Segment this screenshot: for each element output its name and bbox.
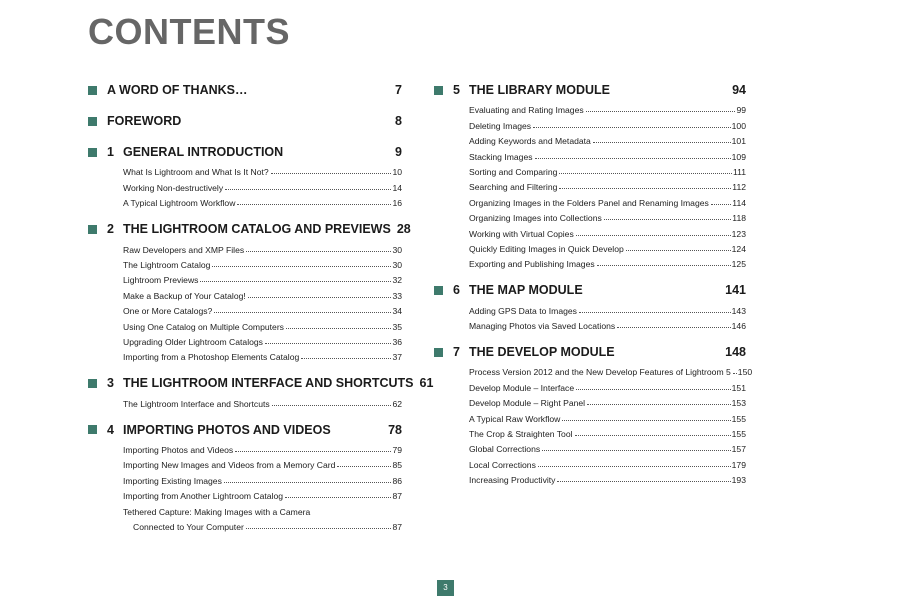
dot-leader <box>248 297 392 298</box>
toc-entry <box>88 301 402 316</box>
dot-leader <box>224 482 392 483</box>
chapter-bullet-icon <box>434 86 443 95</box>
chapter-title: IMPORTING PHOTOS AND VIDEOS <box>123 422 331 437</box>
entry-page: 193 <box>731 475 746 486</box>
chapter-bullet-icon <box>88 148 97 157</box>
entry-title: Importing from a Photoshop Elements Catalog <box>123 352 300 363</box>
chapter-page: 8 <box>395 114 402 128</box>
toc-entry <box>434 131 746 146</box>
toc-entry <box>434 162 746 177</box>
chapter-number: 2 <box>107 222 114 237</box>
toc-entry <box>88 393 402 408</box>
toc-entry <box>434 177 746 192</box>
page-number-badge: 3 <box>437 580 454 596</box>
entry-title: A Typical Raw Workflow <box>469 413 561 424</box>
entry-page: 153 <box>731 398 746 409</box>
chapter-page: 148 <box>725 345 746 360</box>
chapter-number: 1 <box>107 145 114 159</box>
toc-entry <box>88 177 402 192</box>
chapter-bullet-icon <box>88 225 97 234</box>
chapter-number: 4 <box>107 422 114 437</box>
dot-leader <box>237 204 391 205</box>
entry-title: Increasing Productivity <box>469 475 556 486</box>
page-title: CONTENTS <box>88 11 290 52</box>
entry-page: 62 <box>392 398 402 409</box>
dot-leader <box>200 281 391 282</box>
dot-leader <box>535 158 731 159</box>
chapter-bullet-icon <box>434 348 443 357</box>
entry-title: Organizing Images in the Folders Panel and Renaming Images <box>469 197 709 208</box>
dot-leader <box>562 420 730 421</box>
chapter-heading <box>88 420 402 440</box>
dot-leader <box>593 142 731 143</box>
chapter-page: 28 <box>396 222 411 237</box>
chapter-heading <box>88 142 402 162</box>
toc-entry <box>88 347 402 362</box>
entry-title: Adding Keywords and Metadata <box>469 136 591 147</box>
entry-page: 79 <box>392 445 402 456</box>
chapter-title: THE LIBRARY MODULE <box>469 83 610 97</box>
dot-leader <box>542 450 730 451</box>
toc-entry <box>434 377 746 392</box>
toc-entry <box>434 454 746 469</box>
toc-entry <box>434 223 746 238</box>
chapter-number: 7 <box>453 345 460 360</box>
chapter-page: 78 <box>388 422 402 437</box>
entry-title: Working with Virtual Copies <box>469 228 574 239</box>
entry-page: 99 <box>736 105 746 116</box>
toc-entry <box>88 316 402 331</box>
toc-entry <box>434 100 746 115</box>
toc-entry <box>434 393 746 408</box>
dot-leader <box>587 404 731 405</box>
entry-page: 30 <box>392 259 402 270</box>
chapter-heading <box>88 111 402 131</box>
toc-entry <box>88 162 402 177</box>
dot-leader <box>559 173 732 174</box>
entry-page: 16 <box>392 198 402 209</box>
dot-leader <box>538 466 731 467</box>
dot-leader <box>576 389 731 390</box>
entry-page: 87 <box>392 522 402 533</box>
toc-entry <box>434 208 746 223</box>
toc-entry <box>434 316 746 331</box>
chapter-bullet-icon <box>434 286 443 295</box>
entry-title: Local Corrections <box>469 459 536 470</box>
dot-leader <box>557 481 730 482</box>
chapter-page: 7 <box>395 83 402 97</box>
dot-leader <box>214 312 391 313</box>
dot-leader <box>285 497 391 498</box>
chapter-title: FOREWORD <box>107 114 182 128</box>
entry-page: 109 <box>731 151 746 162</box>
dot-leader <box>597 265 731 266</box>
dot-leader <box>617 327 730 328</box>
entry-page: 124 <box>731 243 746 254</box>
dot-leader <box>711 204 731 205</box>
chapter-heading <box>88 80 402 100</box>
entry-title: Stacking Images <box>469 151 533 162</box>
entry-page: 87 <box>392 491 402 502</box>
entry-title: Organizing Images into Collections <box>469 213 602 224</box>
dot-leader <box>586 111 736 112</box>
entry-title: Global Corrections <box>469 444 541 455</box>
entry-page: 34 <box>392 306 402 317</box>
entry-title: Connected to Your Computer <box>133 522 244 533</box>
chapter-page: 61 <box>419 376 434 391</box>
entry-title: Importing Photos and Videos <box>123 445 234 456</box>
toc-entry <box>88 501 402 516</box>
dot-leader <box>579 312 731 313</box>
chapter-title: THE MAP MODULE <box>469 283 583 298</box>
entry-page: 150 <box>737 367 753 378</box>
chapter-bullet-icon <box>88 86 97 95</box>
toc-entry <box>434 408 746 423</box>
toc-entry <box>434 439 746 454</box>
entry-title: One or More Catalogs? <box>123 306 213 317</box>
toc-entry <box>434 192 746 207</box>
toc-entry <box>434 362 753 378</box>
chapter-heading <box>434 80 746 100</box>
dot-leader <box>604 219 732 220</box>
entry-title: Deleting Images <box>469 120 532 131</box>
toc-entry <box>434 300 746 315</box>
entry-page: 37 <box>392 352 402 363</box>
entry-page: 118 <box>732 213 746 224</box>
entry-page: 14 <box>392 182 402 193</box>
entry-page: 155 <box>731 413 746 424</box>
chapter-bullet-icon <box>88 425 97 434</box>
entry-title: Evaluating and Rating Images <box>469 105 584 116</box>
chapter-heading <box>88 373 434 393</box>
dot-leader <box>272 405 392 406</box>
entry-title: Exporting and Publishing Images <box>469 259 595 270</box>
entry-page: 111 <box>732 166 746 177</box>
entry-title: The Lightroom Interface and Shortcuts <box>123 398 270 409</box>
entry-page: 146 <box>731 321 746 332</box>
entry-page: 100 <box>731 120 746 131</box>
entry-page: 155 <box>731 429 746 440</box>
entry-title: Sorting and Comparing <box>469 166 558 177</box>
dot-leader <box>575 435 731 436</box>
chapter-number: 5 <box>453 83 460 97</box>
toc-entry <box>88 332 402 347</box>
chapter-heading <box>434 280 746 300</box>
chapter-page: 141 <box>725 283 746 298</box>
entry-title: Make a Backup of Your Catalog! <box>123 290 246 301</box>
entry-title: Importing from Another Lightroom Catalog <box>123 491 284 502</box>
dot-leader <box>212 266 391 267</box>
chapter-heading <box>88 219 411 239</box>
entry-page: 125 <box>731 259 746 270</box>
entry-page: 151 <box>731 382 746 393</box>
entry-page: 86 <box>392 475 402 486</box>
entry-page: 33 <box>392 290 402 301</box>
entry-page: 114 <box>732 197 746 208</box>
entry-page: 112 <box>732 182 746 193</box>
toc-entry <box>88 486 402 501</box>
toc-entry <box>434 239 746 254</box>
dot-leader <box>626 250 731 251</box>
entry-page: 85 <box>392 460 402 471</box>
entry-page: 123 <box>731 228 746 239</box>
chapter-bullet-icon <box>88 117 97 126</box>
toc-entry <box>88 440 402 455</box>
entry-title: Develop Module – Interface <box>469 382 575 393</box>
dot-leader <box>225 189 391 190</box>
entry-page: 101 <box>731 136 746 147</box>
entry-title: Process Version 2012 and the New Develop Features of Lightroom 5 <box>469 367 731 378</box>
chapter-number: 6 <box>453 283 460 298</box>
entry-page: 179 <box>731 459 746 470</box>
entry-title: The Lightroom Catalog <box>123 259 211 270</box>
chapter-page: 9 <box>395 145 402 159</box>
toc-entry <box>88 517 402 532</box>
toc-entry <box>434 115 746 130</box>
toc-entry <box>88 193 402 208</box>
dot-leader <box>337 466 391 467</box>
toc-entry <box>434 470 746 485</box>
entry-page: 30 <box>392 244 402 255</box>
entry-title: Importing New Images and Videos from a Memory Card <box>123 460 336 471</box>
entry-title: Lightroom Previews <box>123 275 199 286</box>
entry-title: A Typical Lightroom Workflow <box>123 198 236 209</box>
dot-leader <box>559 188 731 189</box>
dot-leader <box>271 173 392 174</box>
entry-title: Working Non-destructively <box>123 182 224 193</box>
toc-entry <box>434 254 746 269</box>
dot-leader <box>235 451 391 452</box>
entry-title: Quickly Editing Images in Quick Develop <box>469 243 624 254</box>
toc-right-column <box>434 80 753 486</box>
toc-entry <box>88 255 402 270</box>
dot-leader <box>265 343 391 344</box>
dot-leader <box>286 328 391 329</box>
toc-entry <box>88 470 402 485</box>
entry-title: Tethered Capture: Making Images with a Camera <box>123 506 311 517</box>
toc-entry <box>88 239 402 254</box>
entry-title: Upgrading Older Lightroom Catalogs <box>123 336 263 347</box>
chapter-title: A WORD OF THANKS… <box>107 83 248 97</box>
entry-title: Managing Photos via Saved Locations <box>469 321 616 332</box>
toc-entry <box>88 285 402 300</box>
dot-leader <box>246 251 391 252</box>
toc-entry <box>434 146 746 161</box>
entry-title: Adding GPS Data to Images <box>469 305 577 316</box>
chapter-heading <box>434 342 746 362</box>
entry-title: The Crop & Straighten Tool <box>469 429 573 440</box>
toc-entry <box>434 424 746 439</box>
toc-entry <box>88 270 402 285</box>
dot-leader <box>246 528 392 529</box>
chapter-bullet-icon <box>88 379 97 388</box>
toc-left-column <box>88 80 434 533</box>
entry-title: Using One Catalog on Multiple Computers <box>123 321 284 332</box>
chapter-title: THE LIGHTROOM CATALOG AND PREVIEWS <box>123 222 391 237</box>
entry-page: 143 <box>731 305 746 316</box>
entry-title: Raw Developers and XMP Files <box>123 244 245 255</box>
dot-leader <box>576 235 731 236</box>
entry-title: Importing Existing Images <box>123 475 222 486</box>
toc-entry <box>88 455 402 470</box>
entry-page: 10 <box>392 167 402 178</box>
entry-page: 157 <box>731 444 746 455</box>
entry-title: What Is Lightroom and What Is It Not? <box>123 167 269 178</box>
chapter-title: THE LIGHTROOM INTERFACE AND SHORTCUTS <box>123 376 414 391</box>
chapter-title: GENERAL INTRODUCTION <box>123 145 284 159</box>
entry-page: 35 <box>392 321 402 332</box>
chapter-number: 3 <box>107 376 114 391</box>
dot-leader <box>301 358 391 359</box>
entry-title: Develop Module – Right Panel <box>469 398 586 409</box>
chapter-page: 94 <box>732 83 746 97</box>
dot-leader <box>533 127 731 128</box>
entry-title: Searching and Filtering <box>469 182 558 193</box>
dot-leader <box>733 373 737 374</box>
entry-page: 32 <box>392 275 402 286</box>
chapter-title: THE DEVELOP MODULE <box>469 345 615 360</box>
entry-page: 36 <box>392 336 402 347</box>
